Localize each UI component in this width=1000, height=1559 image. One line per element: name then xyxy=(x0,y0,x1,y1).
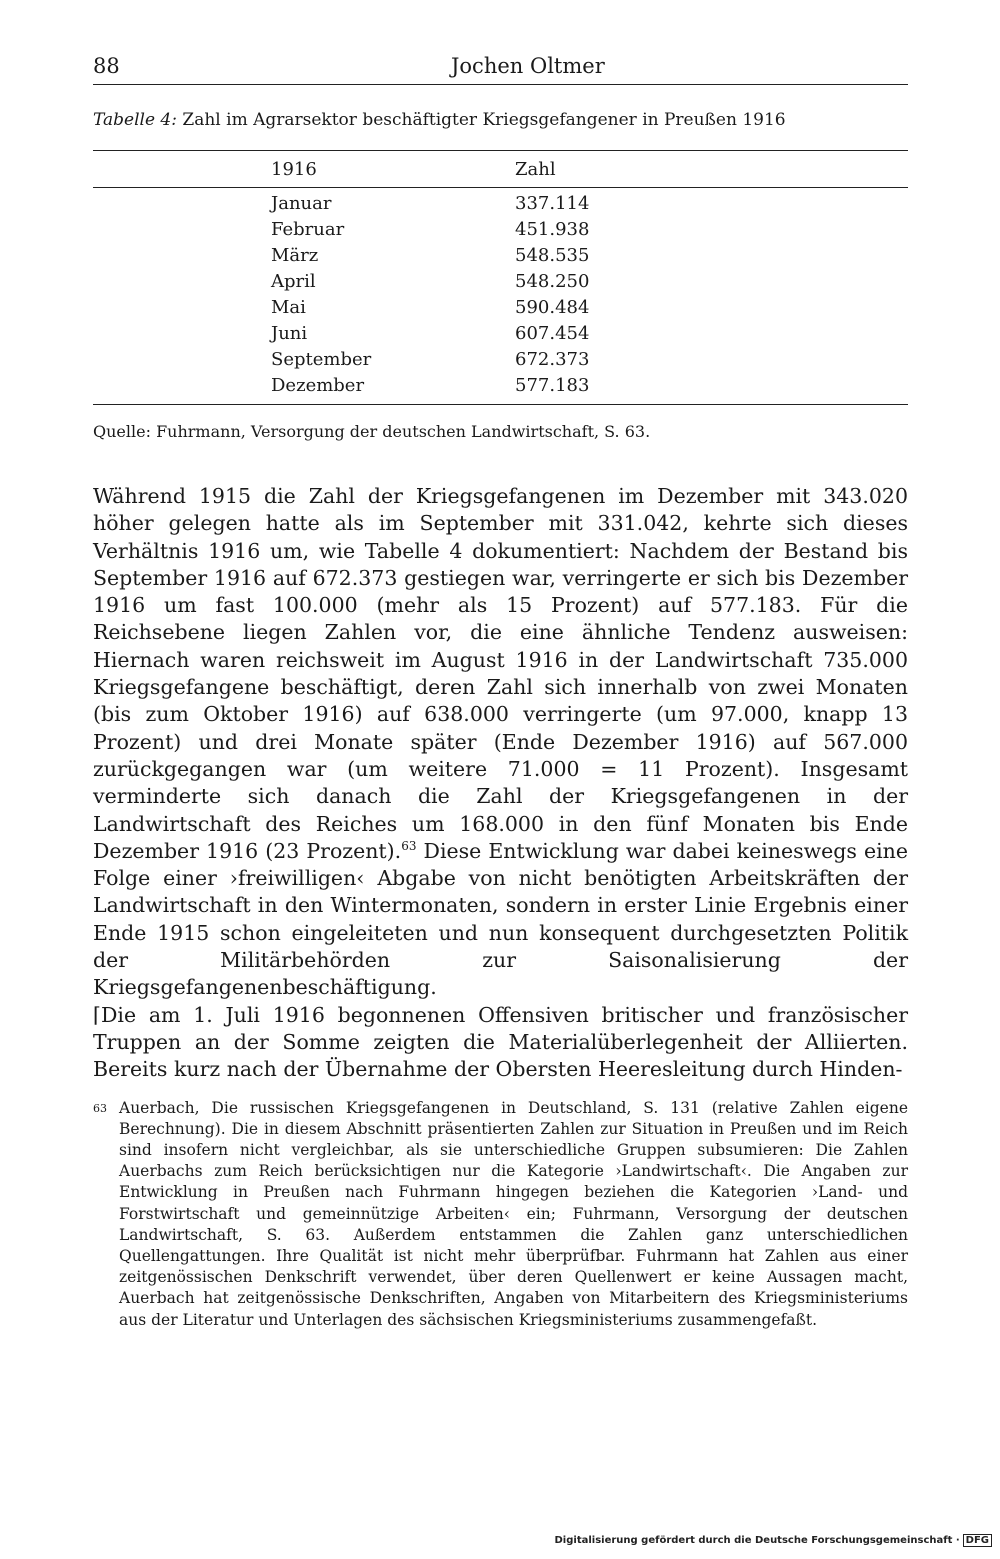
page-number: 88 xyxy=(93,54,120,78)
paragraph-text: Diese Entwicklung war dabei keineswegs eine Folge einer ›freiwilligen‹ Abgabe von nicht benötigten Arbeitskräften der Landwirtschaft in den Wintermonaten, sondern in erster Linie Ergebnis einer Ende 1915 schon eingeleiteten und nun konsequent durchgesetzten Politik der Militärbehörden zur Saisonalisierung der Kriegsgefangenenbeschäftigung. xyxy=(93,838,908,1000)
paragraph xyxy=(93,483,908,1002)
table-row xyxy=(93,242,908,268)
table-row xyxy=(93,188,908,217)
table-caption-lead: Tabelle 4: xyxy=(93,110,177,130)
table-cell-month: September xyxy=(271,348,372,370)
table-caption-text: Zahl im Agrarsektor beschäftigter Kriegsgefangener in Preußen 1916 xyxy=(182,110,786,130)
column-header-month: 1916 xyxy=(271,158,317,180)
table-row xyxy=(93,320,908,346)
table-cell-value: 548.250 xyxy=(515,270,590,292)
table-row xyxy=(93,268,908,294)
dfg-logo: DFG xyxy=(963,1534,992,1547)
table-cell-value: 607.454 xyxy=(515,322,590,344)
table-cell-month: Mai xyxy=(271,296,306,318)
table-cell-month: Februar xyxy=(271,218,345,240)
table-cell-value: 590.484 xyxy=(515,296,590,318)
paragraph-text: Während 1915 die Zahl der Kriegsgefangenen im Dezember mit 343.020 höher gelegen hatte als im September mit 331.042, kehrte sich dieses Verhältnis 1916 um, wie Tabelle 4 dokumentiert: Nachdem der Bestand bis September 1916 auf 672.373 gestiegen war, verringerte er sich bis Dezember 1916 um fast 100.000 (mehr als 15 Prozent) auf 577.183. Für die Reichsebene liegen Zahlen vor, die eine ähnliche Tendenz ausweisen: Hiernach waren reichsweit im August 1916 in der Landwirtschaft 735.000 Kriegsgefangene beschäftigt, deren Zahl sich innerhalb von zwei Monaten (bis zum Oktober 1916) auf 638.000 verringerte (um 97.000, knapp 13 Prozent) und drei Monate später (Ende Dezember 1916) auf 567.000 zurückgegangen war (um weitere 71.000 = 11 Prozent). Insgesamt verminderte sich danach die Zahl der Kriegsgefangenen in der Landwirtschaft des Reiches um 168.000 in den fünf Monaten bis Ende Dezember 1916 (23 Prozent). xyxy=(93,484,908,863)
footnote xyxy=(93,1098,908,1331)
column-header-value: Zahl xyxy=(515,158,556,180)
running-head xyxy=(93,50,908,85)
footnote-reference: 63 xyxy=(401,839,417,854)
table-cell-value: 548.535 xyxy=(515,244,590,266)
table-cell-value: 337.114 xyxy=(515,192,590,214)
running-head-author: Jochen Oltmer xyxy=(451,54,605,78)
book-page xyxy=(93,50,908,1331)
table-cell-month: Juni xyxy=(271,322,308,344)
credit-text: Digitalisierung gefördert durch die Deutsche Forschungsgemeinschaft · xyxy=(554,1535,960,1546)
paragraph: ⌈Die am 1. Juli 1916 begonnenen Offensiven britischer und französischer Truppen an der Somme zeigten die Materialüberlegenheit der Alliierten. Bereits kurz nach der Übernahme der Obersten Heeresleitung durch Hinden- xyxy=(93,1002,908,1082)
table-cell-value: 672.373 xyxy=(515,348,590,370)
prisoners-table xyxy=(93,150,908,405)
table-row xyxy=(93,294,908,320)
table-body xyxy=(93,188,908,405)
table-row xyxy=(93,372,908,405)
footnote-text: Auerbach, Die russischen Kriegsgefangenen in Deutschland, S. 131 (relative Zahlen eigene Berechnung). Die in diesem Abschnitt präsentierten Zahlen zur Situation in Preußen und im Reich sind insofern nicht vergleichbar, als sie unterschiedliche Gruppen subsumieren: Die Zahlen Auerbachs zum Reich berücksichtigen nur die Kategorie ›Landwirtschaft‹. Die Angaben zur Entwicklung in Preußen nach Fuhrmann hingegen beziehen die Kategorien ›Land- und Forstwirtschaft und gemeinnützige Arbeiten‹ ein; Fuhrmann, Versorgung der deutschen Landwirtschaft, S. 63. Außerdem entstammen die Zahlen ganz unterschiedlichen Quellengattungen. Ihre Qualität ist nicht mehr überprüfbar. Fuhrmann hat Zahlen aus einer zeitgenössischen Denkschrift verwendet, über deren Quellenwert er keine Aussagen macht, Auerbach hat zeitgenössische Denkschriften, Angaben von Mitarbeitern des Kriegsministeriums aus der Literatur und Unterlagen des sächsischen Kriegsministeriums zusammengefaßt. xyxy=(119,1098,908,1329)
table-row xyxy=(93,216,908,242)
table-cell-value: 451.938 xyxy=(515,218,590,240)
footnote-mark: 63 xyxy=(93,1101,107,1115)
table-cell-month: Dezember xyxy=(271,374,365,396)
table-cell-month: Januar xyxy=(271,192,332,214)
table-cell-month: April xyxy=(271,270,316,292)
table-row xyxy=(93,346,908,372)
table-cell-month: März xyxy=(271,244,319,266)
table-caption xyxy=(93,109,908,131)
digitization-credit xyxy=(555,1535,993,1546)
table-source: Quelle: Fuhrmann, Versorgung der deutschen Landwirtschaft, S. 63. xyxy=(93,422,651,441)
body-text xyxy=(93,483,908,1084)
table-cell-value: 577.183 xyxy=(515,374,590,396)
table-header-row xyxy=(93,151,908,188)
